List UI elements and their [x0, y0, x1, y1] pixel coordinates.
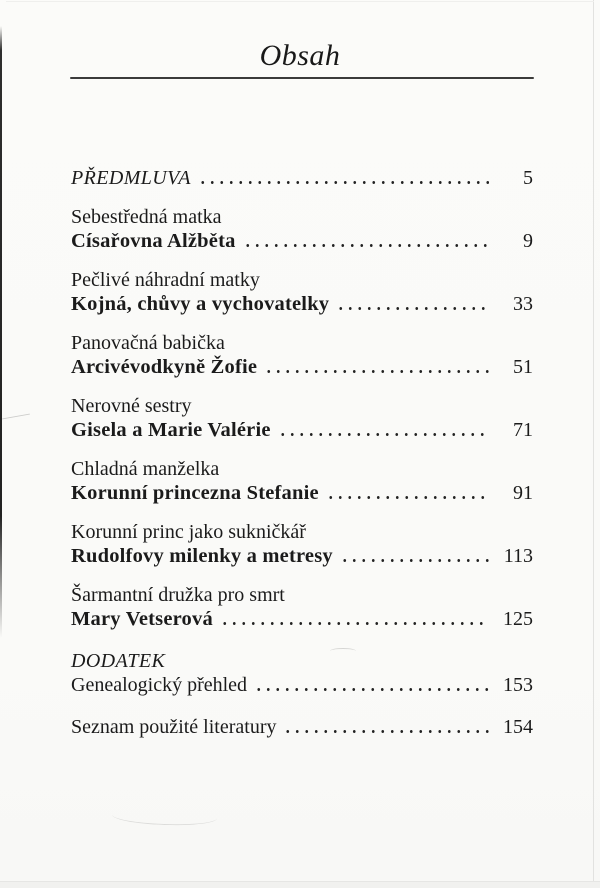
dot-leader — [198, 179, 489, 184]
toc-entry-title: Mary Vetserová — [71, 608, 213, 630]
toc-entry-title: Gisela a Marie Valérie — [71, 419, 271, 441]
scan-edge-right — [593, 0, 594, 888]
page-title: Obsah — [259, 39, 341, 72]
page-number: 113 — [503, 545, 533, 567]
toc-entry-title: Arcivévodkyně Žofie — [71, 356, 258, 378]
dot-leader — [340, 557, 489, 562]
toc-entry-subtitle: Panovačná babička — [71, 332, 225, 354]
page-number: 51 — [513, 356, 533, 378]
toc-entry — [71, 166, 533, 190]
scan-edge-top — [6, 1, 594, 2]
toc-entry-title: Genealogický přehled — [71, 674, 248, 696]
toc-entry — [71, 649, 533, 697]
toc-entry-title: Rudolfovy milenky a metresy — [71, 545, 333, 567]
toc-entry-subtitle: Korunní princ jako sukničkář — [71, 521, 306, 543]
page-number: 71 — [513, 419, 533, 441]
toc-entry-subtitle: Sebestředná matka — [71, 206, 222, 228]
toc-entry-title: Seznam použité literatury — [71, 716, 277, 738]
table-of-contents — [71, 166, 533, 754]
toc-entry-title: Korunní princezna Stefanie — [71, 482, 319, 504]
scan-edge-left — [0, 26, 2, 638]
toc-entry-subtitle: Chladná manželka — [71, 458, 220, 480]
toc-entry-subtitle: Šarmantní družka pro smrt — [71, 584, 285, 606]
toc-entry — [71, 268, 533, 316]
dot-leader — [283, 728, 489, 733]
dot-leader — [243, 242, 489, 247]
toc-entry-subtitle: Pečlivé náhradní matky — [71, 269, 260, 291]
toc-entry — [71, 520, 533, 568]
toc-entry — [71, 715, 533, 739]
title-rule — [70, 77, 534, 79]
page-number: 153 — [503, 674, 533, 696]
toc-entry-subtitle: Nerovné sestry — [71, 395, 192, 417]
scan-smudge — [330, 648, 356, 654]
page-number: 154 — [503, 716, 533, 738]
page-number: 33 — [513, 293, 533, 315]
toc-entry-title: Kojná, chůvy a vychovatelky — [71, 293, 330, 315]
toc-entry — [71, 583, 533, 631]
toc-entry — [71, 457, 533, 505]
toc-entry-subtitle: DODATEK — [71, 650, 166, 672]
toc-entry — [71, 331, 533, 379]
toc-entry — [71, 205, 533, 253]
dot-leader — [336, 305, 489, 310]
toc-entry-title: Císařovna Alžběta — [71, 230, 236, 252]
dot-leader — [254, 686, 489, 691]
dot-leader — [264, 368, 489, 373]
page-number: 91 — [513, 482, 533, 504]
page-number: 125 — [503, 608, 533, 630]
toc-entry — [71, 394, 533, 442]
toc-entry-title: PŘEDMLUVA — [71, 167, 191, 189]
page-number: 5 — [523, 167, 533, 189]
scan-scratch — [2, 414, 30, 420]
scan-smudge — [112, 806, 218, 827]
dot-leader — [220, 620, 489, 625]
dot-leader — [326, 494, 489, 499]
scan-edge-bottom — [0, 881, 600, 888]
dot-leader — [278, 431, 489, 436]
page-number: 9 — [523, 230, 533, 252]
